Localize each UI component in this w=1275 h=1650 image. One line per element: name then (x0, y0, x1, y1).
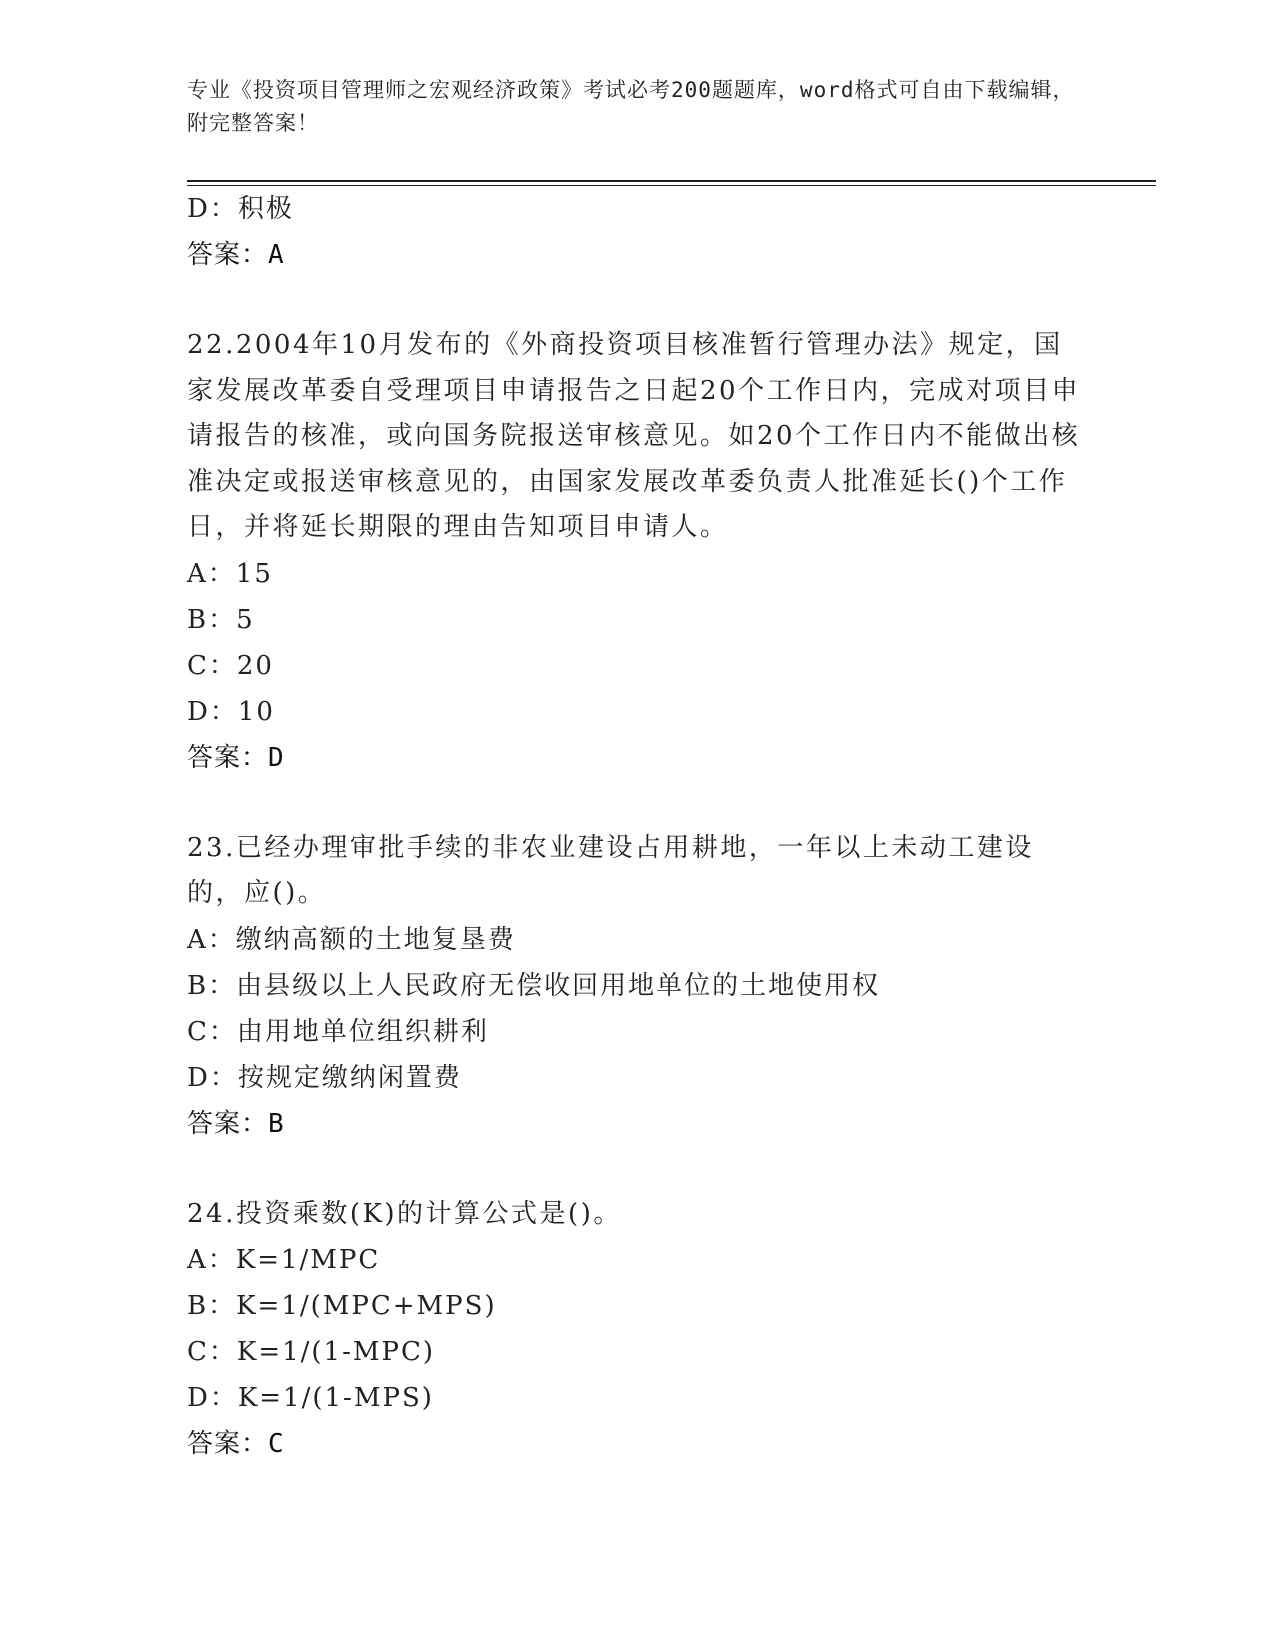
option-b: B：由县级以上人民政府无偿收回用地单位的土地使用权 (187, 970, 881, 1001)
question-text: 22.2004年10月发布的《外商投资项目核准暂行管理办法》规定，国家发展改革委自受理项目申请报告之日起20个工作日内，完成对项目申请报告的核准，或向国务院报送审核意见。如20个工作日内不能做出核准决定或报送审核意见的，由国家发展改革委负责人批准延长()个工作日，并将延长期限的理由告知项目申请人。 (187, 330, 1081, 542)
spacer (187, 1147, 1087, 1192)
question-23 (187, 826, 1087, 1147)
header-divider-thick (187, 180, 1156, 182)
question-text: 23.已经办理审批手续的非农业建设占用耕地，一年以上未动工建设的，应()。 (187, 832, 1034, 908)
option-d: D：K=1/(1-MPS) (187, 1383, 434, 1413)
spacer (187, 781, 1087, 826)
spacer (187, 278, 1087, 323)
option-c: C：K=1/(1-MPC) (187, 1337, 436, 1367)
answer: 答案：D (187, 742, 285, 773)
option-a: A：K=1/MPC (187, 1245, 381, 1275)
option-d: D：按规定缴纳闲置费 (187, 1062, 462, 1093)
prev-answer: 答案：A (187, 240, 285, 270)
option-b: B：K=1/(MPC+MPS) (187, 1291, 497, 1321)
question-24 (187, 1192, 1087, 1468)
option-a: A：15 (187, 558, 273, 589)
option-c: C：由用地单位组织耕利 (187, 1016, 489, 1047)
answer: 答案：B (187, 1108, 285, 1139)
document-header: 专业《投资项目管理师之宏观经济政策》考试必考200题题库，word格式可自由下载编辑，附完整答案！ (187, 78, 1075, 135)
question-text: 24.投资乘数(K)的计算公式是()。 (187, 1198, 622, 1229)
option-a: A：缴纳高额的土地复垦费 (187, 924, 516, 955)
answer: 答案：C (187, 1429, 285, 1459)
prev-option-d: D：积极 (187, 194, 294, 224)
option-d: D：10 (187, 696, 275, 727)
question-22 (187, 323, 1087, 781)
document-body (187, 186, 1087, 1467)
option-b: B：5 (187, 604, 255, 635)
option-c: C：20 (187, 650, 274, 681)
